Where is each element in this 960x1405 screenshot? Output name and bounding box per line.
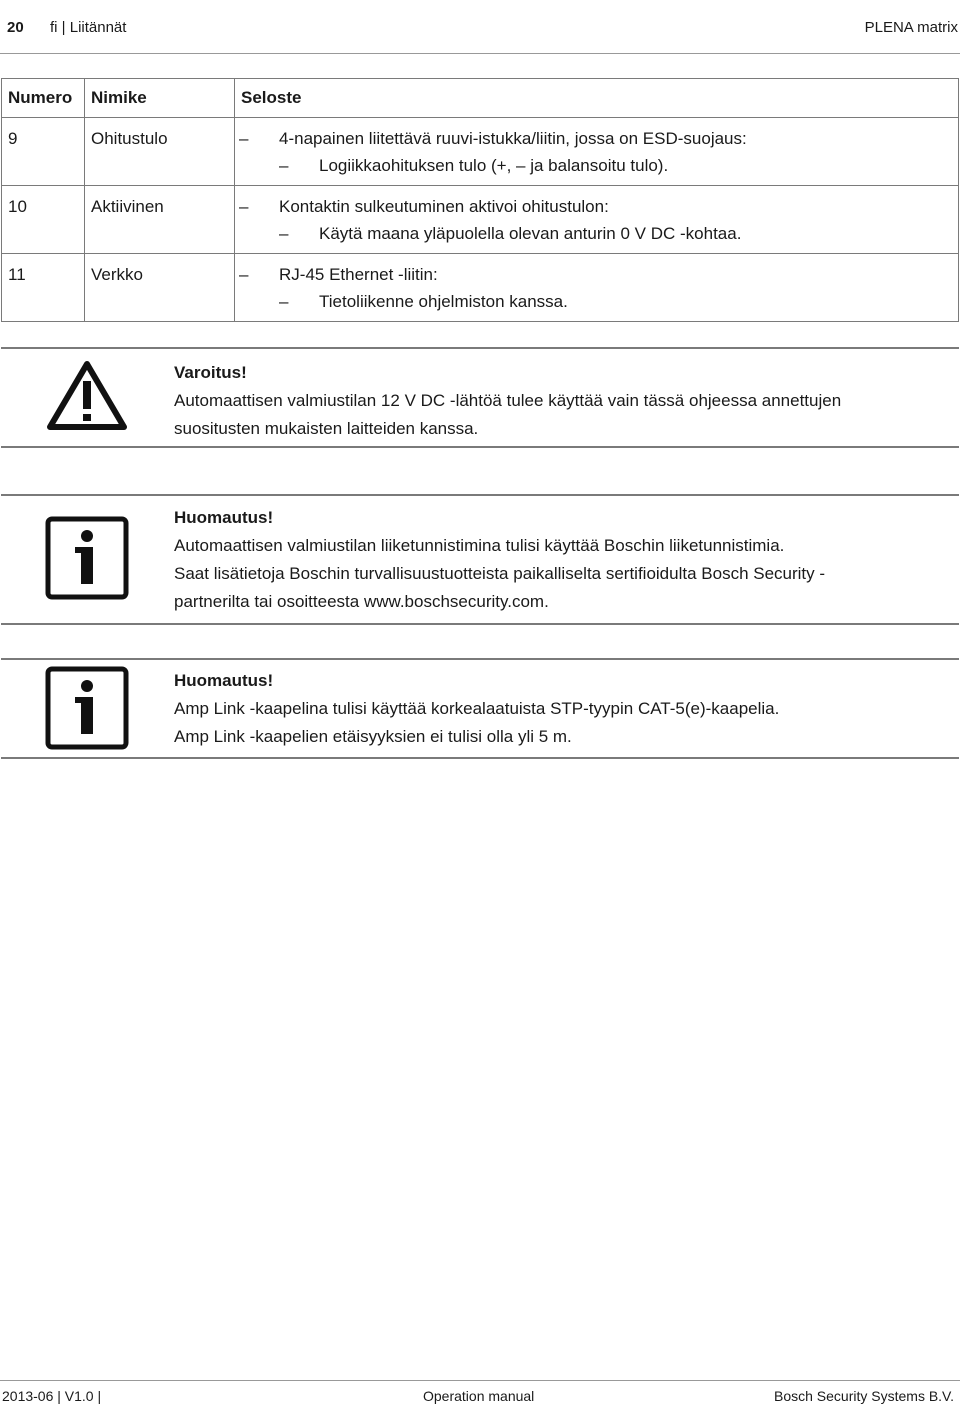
row-number: 9 (2, 118, 85, 186)
description-subline: – Tietoliikenne ohjelmiston kanssa. (279, 292, 568, 311)
column-header-description: Seloste (235, 79, 959, 118)
description-subline: – Logiikkaohituksen tulo (+, – ja balansoitu tulo). (279, 156, 669, 175)
document-version: 2013-06 | V1.0 | (2, 1388, 102, 1404)
section-title: fi | Liitännät (50, 19, 127, 36)
notice-line: Saat lisätietoja Boschin turvallisuustuotteista paikalliselta sertifioidulta Bosch Security - (174, 564, 826, 583)
info-notice (1, 658, 959, 760)
notice-divider-top (1, 494, 959, 496)
connections-table (1, 78, 959, 322)
notice-line: Amp Link -kaapelina tulisi käyttää korkealaatuista STP-tyypin CAT-5(e)-kaapelia. (174, 699, 780, 718)
page-header (0, 0, 960, 56)
info-notice (1, 494, 959, 626)
page-number: 20 (7, 19, 24, 36)
row-number: 11 (2, 254, 85, 322)
notice-line: suositusten mukaisten laitteiden kanssa. (174, 419, 479, 438)
row-name: Ohitustulo (85, 118, 235, 186)
notice-line: Amp Link -kaapelien etäisyyksien ei tulisi olla yli 5 m. (174, 727, 572, 746)
row-number: 10 (2, 186, 85, 254)
warning-notice (1, 347, 959, 449)
notice-title: Huomautus! (174, 508, 274, 527)
description-line: – RJ-45 Ethernet -liitin: (239, 265, 438, 284)
notice-divider-bottom (1, 446, 959, 448)
product-name: PLENA matrix (864, 19, 958, 36)
description-line: – Kontaktin sulkeutuminen aktivoi ohitustulon: (239, 197, 609, 216)
notice-divider-top (1, 347, 959, 349)
table-row (2, 186, 959, 254)
info-icon (45, 516, 129, 605)
notice-title: Varoitus! (174, 363, 247, 382)
header-divider (0, 53, 960, 54)
notice-title: Huomautus! (174, 671, 274, 690)
notice-divider-top (1, 658, 959, 660)
notice-divider-bottom (1, 623, 959, 625)
company-name: Bosch Security Systems B.V. (774, 1388, 954, 1404)
column-header-name: Nimike (85, 79, 235, 118)
document-type: Operation manual (423, 1388, 535, 1404)
row-name: Aktiivinen (85, 186, 235, 254)
table-row (2, 118, 959, 186)
notice-line: partnerilta tai osoitteesta www.boschsecurity.com. (174, 592, 549, 611)
row-description (235, 118, 959, 186)
column-header-number: Numero (2, 79, 85, 118)
notice-divider-bottom (1, 757, 959, 759)
table-row (2, 254, 959, 322)
description-line: – 4-napainen liitettävä ruuvi-istukka/liitin, jossa on ESD-suojaus: (239, 129, 747, 148)
info-icon (45, 666, 129, 755)
warning-icon (45, 359, 129, 436)
notice-line: Automaattisen valmiustilan 12 V DC -lähtöä tulee käyttää vain tässä ohjeessa annettujen (174, 391, 842, 410)
page-footer (0, 1380, 960, 1405)
row-description (235, 254, 959, 322)
notice-line: Automaattisen valmiustilan liiketunnistimina tulisi käyttää Boschin liiketunnistimia. (174, 536, 785, 555)
table-header-row (2, 79, 959, 118)
footer-divider (0, 1380, 960, 1381)
description-subline: – Käytä maana yläpuolella olevan anturin 0 V DC -kohtaa. (279, 224, 742, 243)
row-name: Verkko (85, 254, 235, 322)
row-description (235, 186, 959, 254)
